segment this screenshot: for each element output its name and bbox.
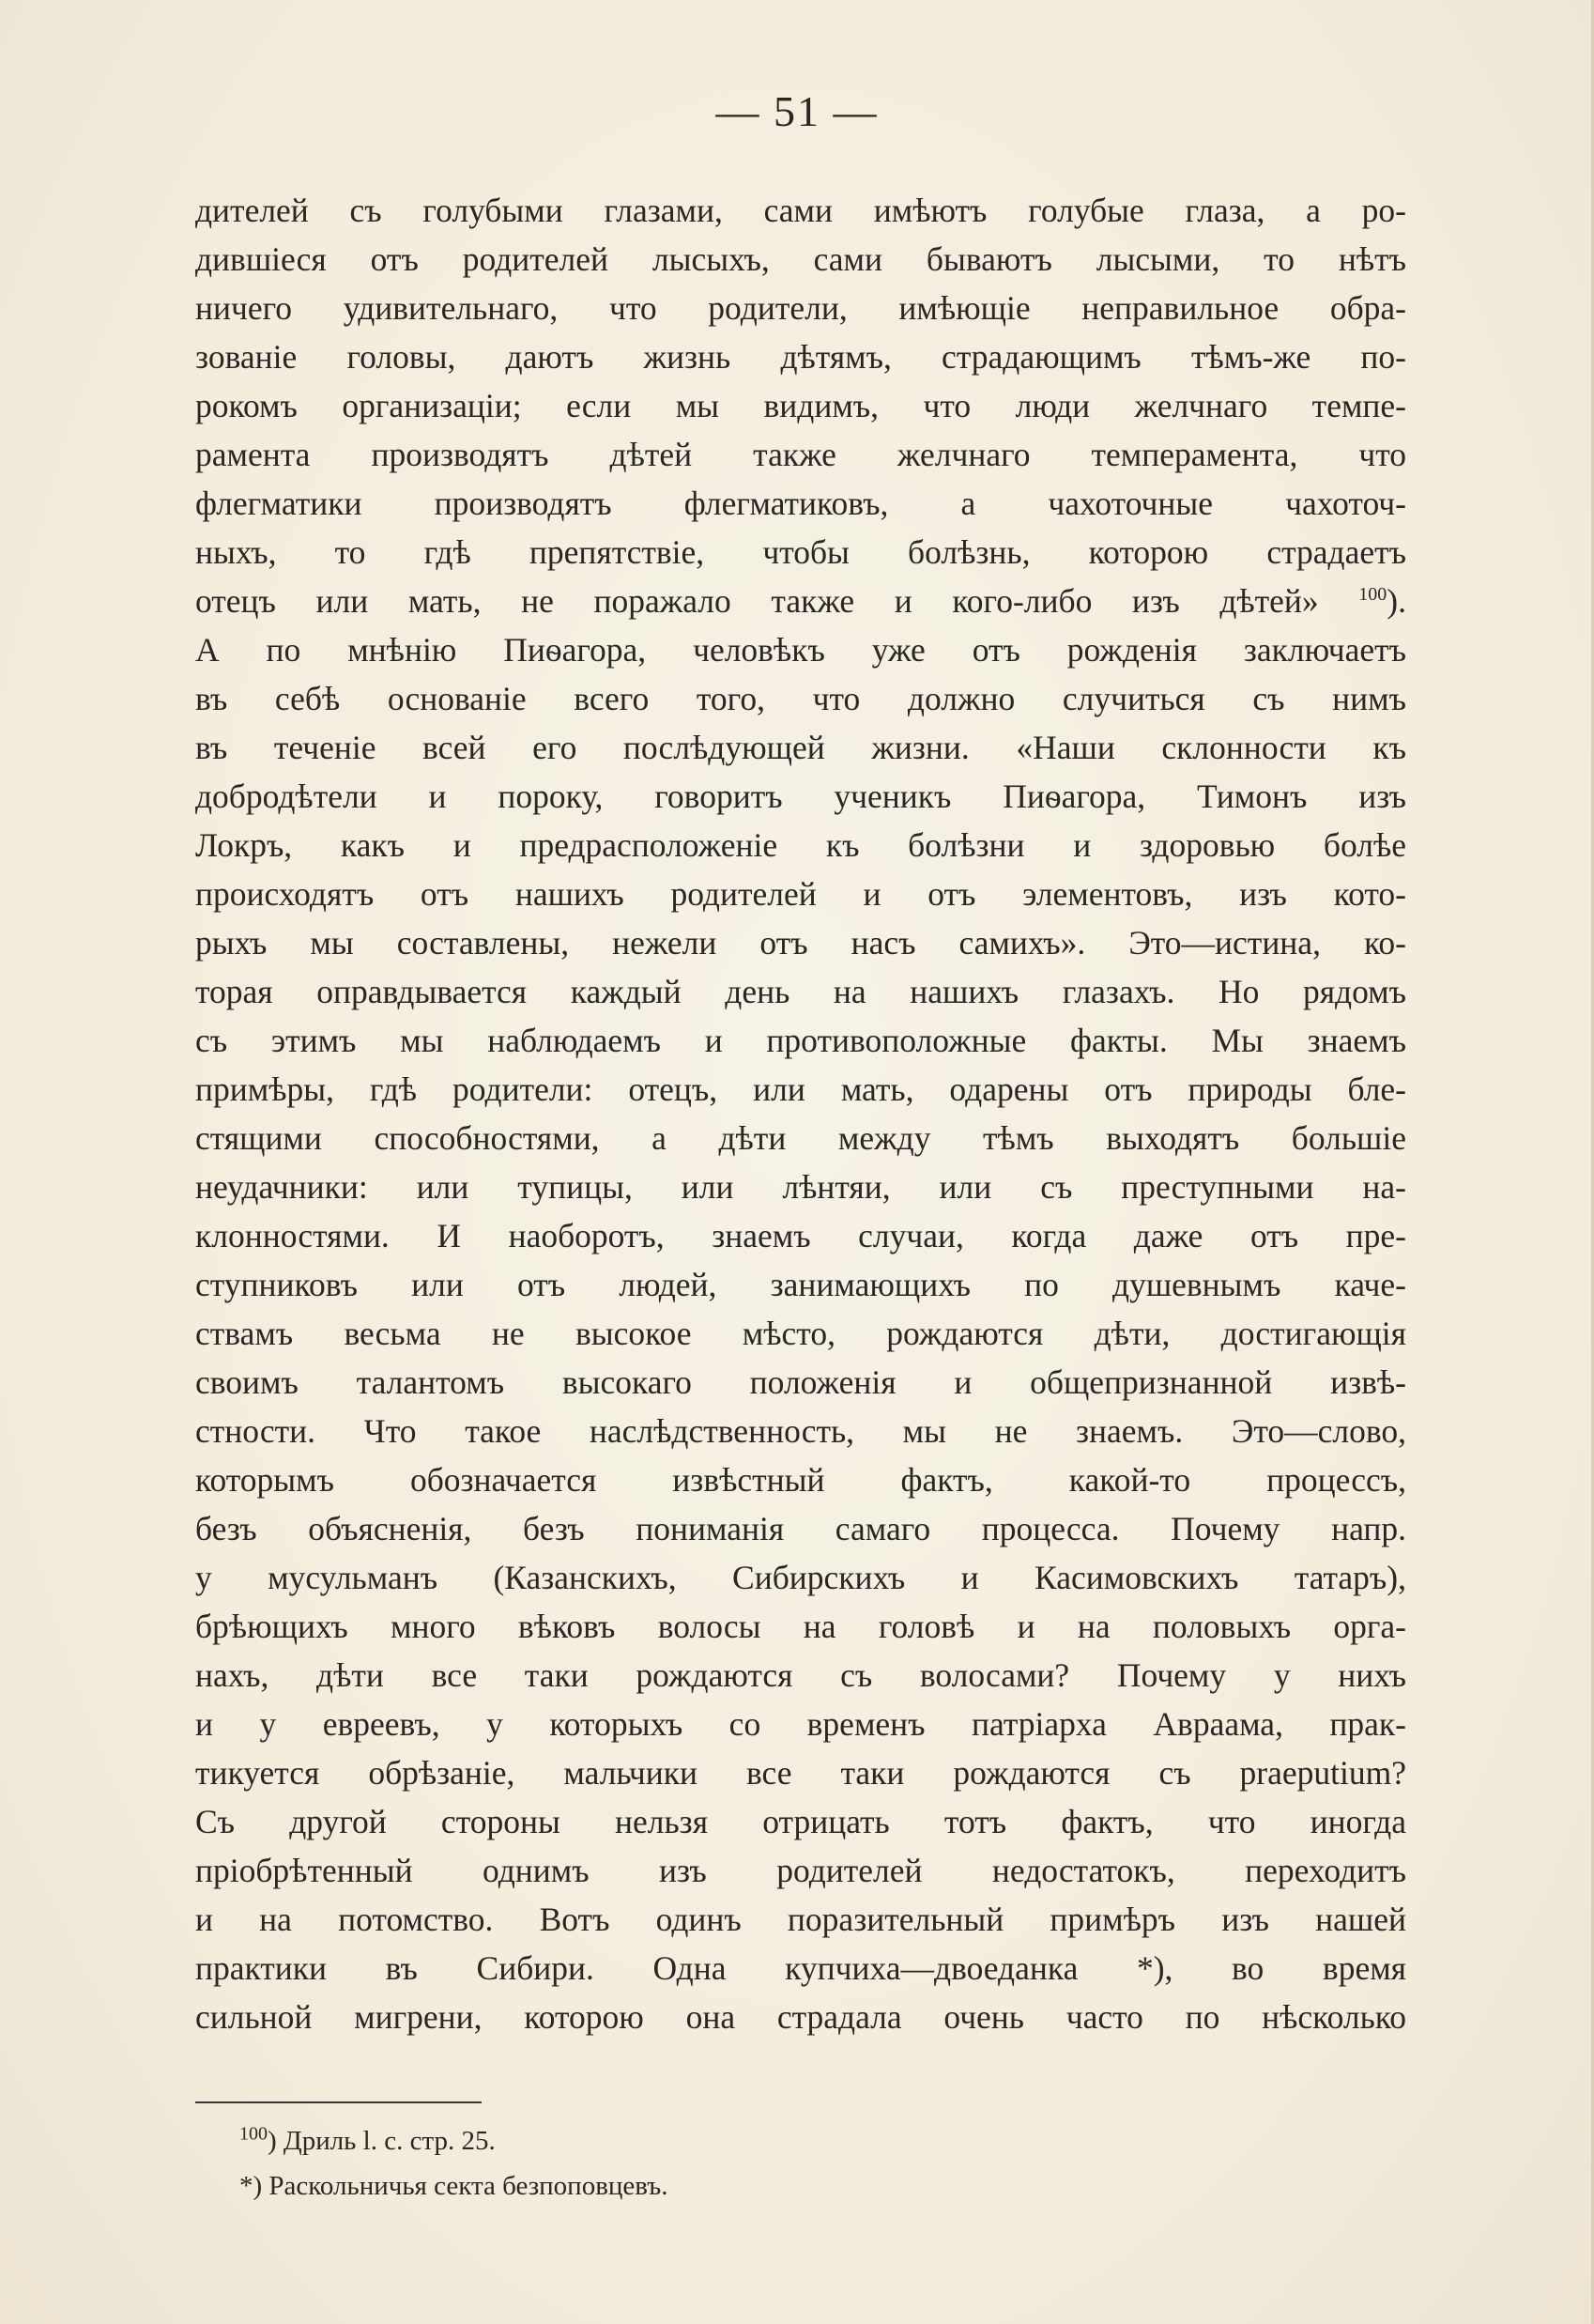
text-line: съ этимъ мы наблюдаемъ и противоположные факты. Мы знаемъ bbox=[195, 1022, 1406, 1059]
text-line: дителей съ голубыми глазами, сами имѣютъ голубые глаза, а ро- bbox=[195, 192, 1406, 229]
text-line: безъ объясненія, безъ пониманія самаго процесса. Почему напр. bbox=[195, 1510, 1406, 1547]
text-line: и на потомство. Вотъ одинъ поразительный примѣръ изъ нашей bbox=[195, 1901, 1406, 1938]
text-line: рамента производятъ дѣтей также желчнаго темперамента, что bbox=[195, 436, 1406, 473]
text-line: стности. Что такое наслѣдственность, мы не знаемъ. Это—слово, bbox=[195, 1412, 1406, 1450]
text-line: у мусульманъ (Казанскихъ, Сибирскихъ и Касимовскихъ татаръ), bbox=[195, 1559, 1406, 1596]
footnote-100 bbox=[239, 2118, 1366, 2163]
text-line: въ себѣ основаніе всего того, что должно случиться съ нимъ bbox=[195, 680, 1406, 717]
footnote-ref-100: 100 bbox=[1358, 584, 1387, 606]
text-line: которымъ обозначается извѣстный фактъ, какой-то процессъ, bbox=[195, 1461, 1406, 1499]
text-line: ничего удивительнаго, что родители, имѣющіе неправильное обра- bbox=[195, 289, 1406, 327]
page-number: — 51 — bbox=[715, 87, 879, 135]
text-line: А по мнѣнію Пиѳагора, человѣкъ уже отъ рожденія заключаетъ bbox=[195, 631, 1406, 669]
text-line: происходятъ отъ нашихъ родителей и отъ элементовъ, изъ кото- bbox=[195, 875, 1406, 913]
text-line: брѣющихъ много вѣковъ волосы на головѣ и на половыхъ орга- bbox=[195, 1608, 1406, 1645]
text-line-content: отецъ или мать, не поражало также и кого-либо изъ дѣтей» bbox=[195, 582, 1319, 620]
text-line: ствамъ весьма не высокое мѣсто, рождаются дѣти, достигающія bbox=[195, 1315, 1406, 1352]
text-line: клонностями. И наоборотъ, знаемъ случаи, когда даже отъ пре- bbox=[195, 1217, 1406, 1254]
text-line: зованіе головы, даютъ жизнь дѣтямъ, страдающимъ тѣмъ-же по- bbox=[195, 338, 1406, 376]
text-line-last: сильной мигрени, которою она страдала очень часто по нѣсколько bbox=[195, 1998, 1406, 2036]
text-line: ныхъ, то гдѣ препятствіе, чтобы болѣзнь, которою страдаетъ bbox=[195, 533, 1406, 571]
footnote-marker: 100 bbox=[239, 2123, 268, 2145]
text-line: въ теченіе всей его послѣдующей жизни. «Наши склонности къ bbox=[195, 729, 1406, 766]
text-line: рокомъ организаціи; если мы видимъ, что люди желчнаго темпе- bbox=[195, 387, 1406, 424]
footnote-marker: * bbox=[239, 2171, 253, 2201]
footnote-text: ) Дриль l. c. стр. 25. bbox=[268, 2126, 496, 2156]
text-line-with-footnote-ref bbox=[195, 577, 1406, 625]
text-line: своимъ талантомъ высокаго положенія и общепризнанной извѣ- bbox=[195, 1363, 1406, 1401]
text-line: неудачники: или тупицы, или лѣнтяи, или съ преступными на- bbox=[195, 1168, 1406, 1206]
footnote-divider bbox=[195, 2101, 482, 2103]
footnotes bbox=[239, 2118, 1366, 2209]
text-line: Съ другой стороны нельзя отрицать тотъ фактъ, что иногда bbox=[195, 1803, 1406, 1840]
text-line: торая оправдывается каждый день на нашихъ глазахъ. Но рядомъ bbox=[195, 973, 1406, 1010]
text-line: стящими способностями, а дѣти между тѣмъ выходятъ большіе bbox=[195, 1119, 1406, 1157]
text-line: практики въ Сибири. Одна купчиха—двоеданка *), во время bbox=[195, 1949, 1406, 1987]
text-line: примѣры, гдѣ родители: отецъ, или мать, одарены отъ природы бле- bbox=[195, 1070, 1406, 1108]
text-line: пріобрѣтенный однимъ изъ родителей недостатокъ, переходитъ bbox=[195, 1852, 1406, 1889]
text-line: рыхъ мы составлены, нежели отъ насъ самихъ». Это—истина, ко- bbox=[195, 924, 1406, 962]
text-line: ступниковъ или отъ людей, занимающихъ по душевнымъ каче- bbox=[195, 1266, 1406, 1303]
footnote-star bbox=[239, 2163, 1366, 2209]
text-line: Локръ, какъ и предрасположеніе къ болѣзни и здоровью болѣе bbox=[195, 826, 1406, 864]
text-line: дившіеся отъ родителей лысыхъ, сами бываютъ лысыми, то нѣтъ bbox=[195, 240, 1406, 278]
text-line: и у евреевъ, у которыхъ со временъ патріарха Авраама, прак- bbox=[195, 1705, 1406, 1743]
text-line: добродѣтели и пороку, говоритъ ученикъ Пиѳагора, Тимонъ изъ bbox=[195, 777, 1406, 815]
footnote-text: ) Раскольничья секта безпоповцевъ. bbox=[253, 2171, 668, 2201]
footnote-ref-tail: ). bbox=[1387, 582, 1406, 620]
text-line: тикуется обрѣзаніе, мальчики все таки рождаются съ praeputium? bbox=[195, 1754, 1406, 1792]
body-text bbox=[195, 186, 1406, 2041]
text-line: флегматики производятъ флегматиковъ, а чахоточные чахоточ- bbox=[195, 485, 1406, 522]
text-line: нахъ, дѣти все таки рождаются съ волосами? Почему у нихъ bbox=[195, 1656, 1406, 1694]
